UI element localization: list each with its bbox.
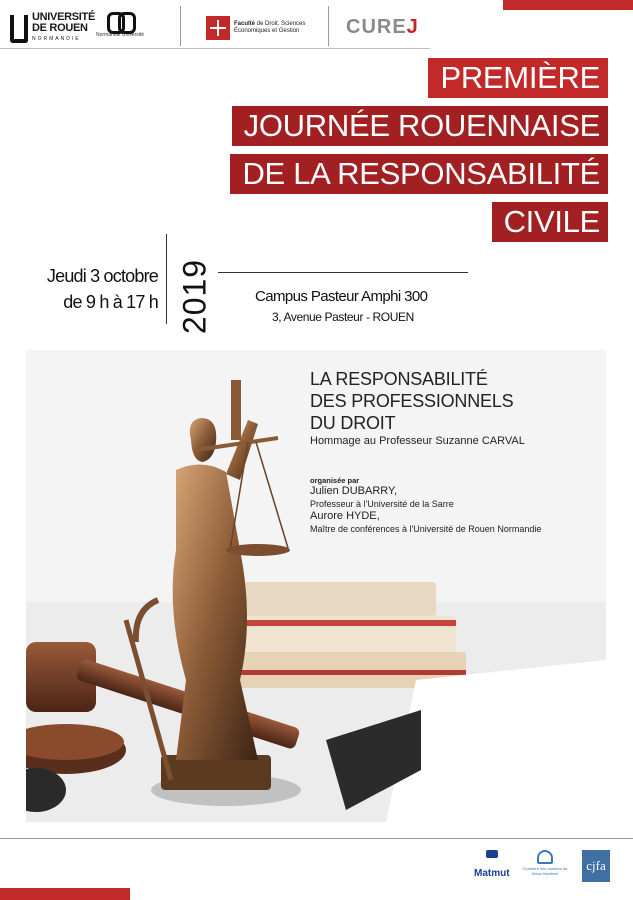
nu-caption: Normandie Université [96,32,145,38]
universite-rouen-logo [10,12,95,45]
organizer-2-role: Maître de conférences à l'Université de Rouen Normandie [310,524,542,534]
title-line-4: CIVILE [492,202,608,242]
univ-u-icon [10,15,28,43]
organizer-1-name: Julien DUBARRY, [310,485,398,497]
event-date [30,263,158,315]
title-line-3: DE LA RESPONSABILITÉ [230,154,608,194]
chambre-name: Chambre des notaires de Seine-Maritime [522,866,568,876]
normandie-universite-logo [96,12,144,38]
footer-rule [0,838,633,839]
univ-name-line2: DE ROUEN [32,22,88,34]
program-title-line1: LA RESPONSABILITÉ [310,369,488,389]
program-subtitle: Hommage au Professeur Suzanne CARVAL [310,435,525,447]
event-day: Jeudi 3 octobre [46,266,158,286]
event-address: 3, Avenue Pasteur - ROUEN [272,310,414,324]
event-year: 2019 [176,258,213,335]
venue-rule [218,272,468,273]
univ-name-line3: NORMANDIE [32,36,81,42]
curej-logo: CUREJ [346,16,419,38]
faculte-logo [206,16,344,40]
header-separator [328,6,329,46]
title-line-2: JOURNÉE ROUENNAISE [232,106,608,146]
matmut-name: Matmut [474,868,510,879]
program-info [310,368,610,535]
event-hours: de 9 h à 17 h [63,292,158,312]
matmut-icon [486,850,498,858]
header-rule [0,48,430,49]
program-title-line2: DES PROFESSIONNELS [310,391,514,411]
header-logos [0,0,633,52]
header-separator [180,6,181,46]
organizer-2-name: Aurore HYDE, [310,510,380,522]
bottom-accent-bar [0,888,130,900]
nu-icon [107,12,133,30]
chambre-notaires-logo [522,850,568,876]
date-divider [166,234,167,324]
organizer-1-role: Professeur à l'Université de la Sarre [310,499,454,509]
univ-name-line1: UNIVERSITÉ [32,11,96,23]
chambre-icon [537,850,553,864]
scales-icon [206,16,230,40]
matmut-logo [474,850,510,879]
cjfa-logo: cjfa [582,850,610,882]
faculte-name: Faculté de Droit, Sciences Économiques et Gestion [234,20,306,34]
title-line-1: PREMIÈRE [428,58,608,98]
organised-by-label: organisée par [310,476,360,485]
event-venue: Campus Pasteur Amphi 300 [255,288,428,305]
program-title-line3: DU DROIT [310,413,396,433]
